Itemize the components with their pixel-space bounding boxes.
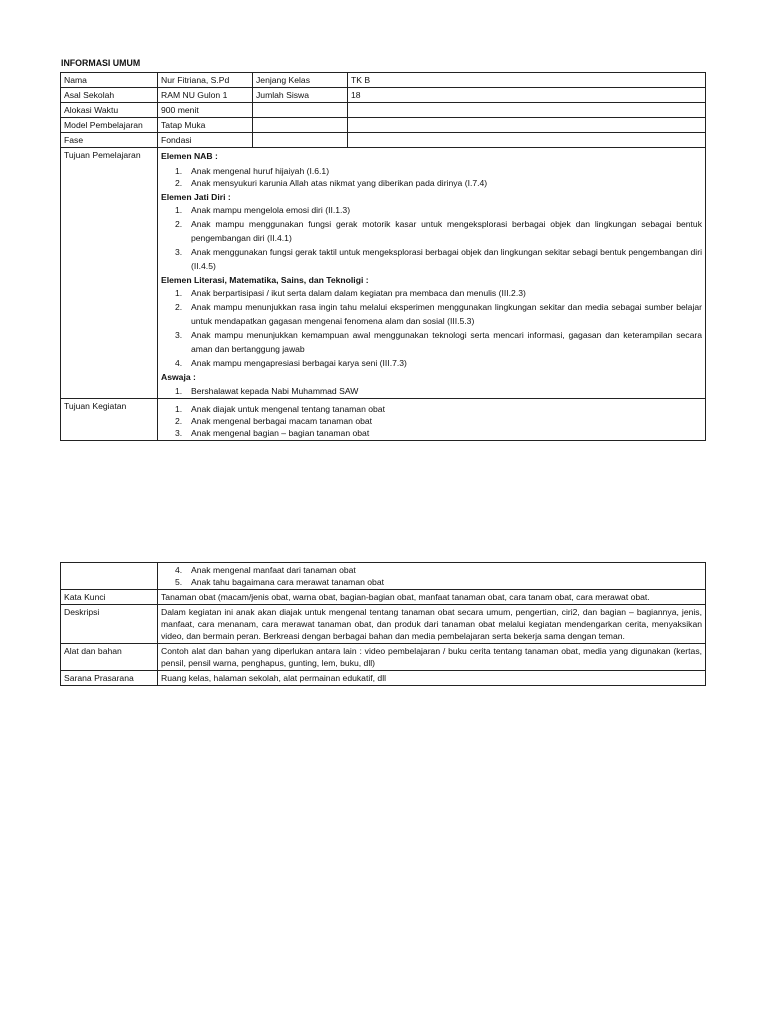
list-item	[161, 403, 702, 415]
tujuan-kegiatan-content	[158, 399, 706, 441]
info-cell: Nur Fitriana, S.Pd	[158, 73, 253, 88]
list-item-number: 3.	[175, 330, 183, 340]
list-item	[161, 356, 702, 370]
elemen-literasi-list	[161, 286, 702, 370]
info-cell: TK B	[348, 73, 706, 88]
info-cell	[253, 133, 348, 148]
sarana-text: Ruang kelas, halaman sekolah, alat permainan edukatif, dll	[158, 671, 706, 686]
list-item-number: 2.	[175, 416, 183, 426]
list-item-text: Anak mengenal huruf hijaiyah (I.6.1)	[191, 166, 330, 176]
list-item-text: Anak mengenal manfaat dari tanaman obat	[191, 565, 356, 575]
info-cell: Nama	[61, 73, 158, 88]
list-item-number: 4.	[175, 358, 183, 368]
list-item-text: Anak tahu bagaimana cara merawat tanaman obat	[191, 577, 385, 587]
info-row	[61, 88, 706, 103]
list-item-number: 2.	[175, 219, 183, 229]
list-item-text: Anak mampu mengapresiasi berbagai karya seni (III.7.3)	[191, 358, 407, 368]
tujuan-kegiatan-list	[161, 403, 702, 439]
kata-kunci-row	[61, 590, 706, 605]
info-rows	[61, 73, 706, 148]
list-item-text: Anak mengenal bagian – bagian tanaman obat	[191, 428, 370, 438]
info-row	[61, 73, 706, 88]
info-row	[61, 118, 706, 133]
info-cell: Asal Sekolah	[61, 88, 158, 103]
list-item-text: Anak mampu mengelola emosi diri (II.1.3)	[191, 205, 351, 215]
deskripsi-row	[61, 605, 706, 644]
elemen-jatidiri-list	[161, 203, 702, 273]
info-cell	[253, 118, 348, 133]
info-cell: Fondasi	[158, 133, 253, 148]
info-cell: Model Pembelajaran	[61, 118, 158, 133]
list-item-number: 4.	[175, 565, 183, 575]
info-cell	[348, 103, 706, 118]
elemen-literasi-title: Elemen Literasi, Matematika, Sains, dan Teknoligi :	[161, 275, 369, 285]
sarana-label: Sarana Prasarana	[61, 671, 158, 686]
list-item-number: 2.	[175, 302, 183, 312]
list-item-number: 5.	[175, 577, 183, 587]
info-cell	[348, 133, 706, 148]
kata-kunci-text: Tanaman obat (macam/jenis obat, warna obat, bagian-bagian obat, manfaat tanaman obat, cara tanam obat, cara merawat obat.	[158, 590, 706, 605]
info-table	[60, 72, 706, 441]
tujuan-pembelajaran-label: Tujuan Pemelajaran	[61, 148, 158, 399]
kata-kunci-label: Kata Kunci	[61, 590, 158, 605]
detail-table	[60, 562, 706, 686]
list-item-text: Anak mengenal berbagai macam tanaman obat	[191, 416, 373, 426]
list-item-number: 3.	[175, 428, 183, 438]
list-item-number: 1.	[175, 288, 183, 298]
list-item-number: 1.	[175, 386, 183, 396]
tujuan-kegiatan-continued-row	[61, 563, 706, 590]
list-item-text: Anak mampu menunjukkan rasa ingin tahu melalui eksperimen menggunakan lingkungan sekitar dan media sebagai sumber belajar untuk mendapatkan gagasan mengenai fenomena alam dan sosial (III.5.3)	[191, 302, 702, 326]
list-item-text: Anak mampu menggunakan fungsi gerak motorik kasar untuk mengeksplorasi berbagai objek dan lingkungan sebagai bentuk pengembangan diri (II.4.1)	[191, 219, 702, 243]
list-item	[161, 286, 702, 300]
elemen-nab-list	[161, 165, 702, 189]
aswaja-list	[161, 385, 702, 397]
elemen-jatidiri-title: Elemen Jati Diri :	[161, 192, 231, 202]
list-item	[161, 300, 702, 328]
info-cell: Fase	[61, 133, 158, 148]
list-item	[161, 385, 702, 397]
info-cell	[253, 103, 348, 118]
deskripsi-text: Dalam kegiatan ini anak akan diajak untuk mengenal tentang tanaman obat secara umum, pengertian, ciri2, dan bagian – bagiannya, jenis, manfaat, cara menanam, cara merawat tanaman obat, dan produk dari tanaman obat melalui kegiatan mendengarkan cerita, menyaksikan video, dan bermain peran. Berkreasi dengan berbagai bahan dan media pembelajaran serta bekerja sama dengan teman.	[158, 605, 706, 644]
section-heading: INFORMASI UMUM	[61, 58, 141, 68]
info-cell: 900 menit	[158, 103, 253, 118]
info-row	[61, 133, 706, 148]
list-item-number: 1.	[175, 404, 183, 414]
tujuan-kegiatan-label: Tujuan Kegiatan	[61, 399, 158, 441]
empty-label-cell	[61, 563, 158, 590]
info-cell: Jumlah Siswa	[253, 88, 348, 103]
alat-bahan-label: Alat dan bahan	[61, 644, 158, 671]
tujuan-pembelajaran-row	[61, 148, 706, 399]
list-item-text: Anak mampu menunjukkan kemampuan awal menggunakan teknologi serta mencari informasi, gagasan dan keterampilan secara aman dan bertanggung jawab	[191, 330, 702, 354]
list-item	[161, 203, 702, 217]
deskripsi-label: Deskripsi	[61, 605, 158, 644]
list-item	[161, 576, 702, 588]
info-row	[61, 103, 706, 118]
tujuan-pembelajaran-content	[158, 148, 706, 399]
list-item	[161, 427, 702, 439]
list-item	[161, 564, 702, 576]
list-item-number: 1.	[175, 205, 183, 215]
list-item	[161, 177, 702, 189]
list-item-number: 2.	[175, 178, 183, 188]
info-cell: Alokasi Waktu	[61, 103, 158, 118]
list-item-text: Anak berpartisipasi / ikut serta dalam dalam kegiatan pra membaca dan menulis (III.2.3)	[191, 288, 526, 298]
list-item	[161, 415, 702, 427]
list-item-text: Anak diajak untuk mengenal tentang tanaman obat	[191, 404, 385, 414]
list-item-text: Anak menggunakan fungsi gerak taktil untuk mengeksplorasi berbagai objek dan lingkungan sekitar sebagi bentuk pengembangan diri (II.4.5)	[191, 247, 702, 271]
list-item-number: 1.	[175, 166, 183, 176]
alat-bahan-text: Contoh alat dan bahan yang diperlukan antara lain : video pembelajaran / buku cerita tentang tanaman obat, media yang digunakan (kertas, pensil, pensil warna, penghapus, gunting, lem, buku, dll)	[158, 644, 706, 671]
tujuan-kegiatan-continued-list	[161, 564, 702, 588]
info-cell	[348, 118, 706, 133]
aswaja-title: Aswaja :	[161, 372, 196, 382]
info-cell: Jenjang Kelas	[253, 73, 348, 88]
list-item-text: Anak mensyukuri karunia Allah atas nikmat yang diberikan pada dirinya (I.7.4)	[191, 178, 488, 188]
info-cell: 18	[348, 88, 706, 103]
sarana-row	[61, 671, 706, 686]
alat-bahan-row	[61, 644, 706, 671]
info-cell: Tatap Muka	[158, 118, 253, 133]
list-item	[161, 245, 702, 273]
list-item-text: Bershalawat kepada Nabi Muhammad SAW	[191, 386, 359, 396]
tujuan-kegiatan-continued-content	[158, 563, 706, 590]
list-item	[161, 328, 702, 356]
elemen-nab-title: Elemen NAB :	[161, 151, 218, 161]
info-cell: RAM NU Gulon 1	[158, 88, 253, 103]
list-item-number: 3.	[175, 247, 183, 257]
list-item	[161, 217, 702, 245]
list-item	[161, 165, 702, 177]
tujuan-kegiatan-row	[61, 399, 706, 441]
